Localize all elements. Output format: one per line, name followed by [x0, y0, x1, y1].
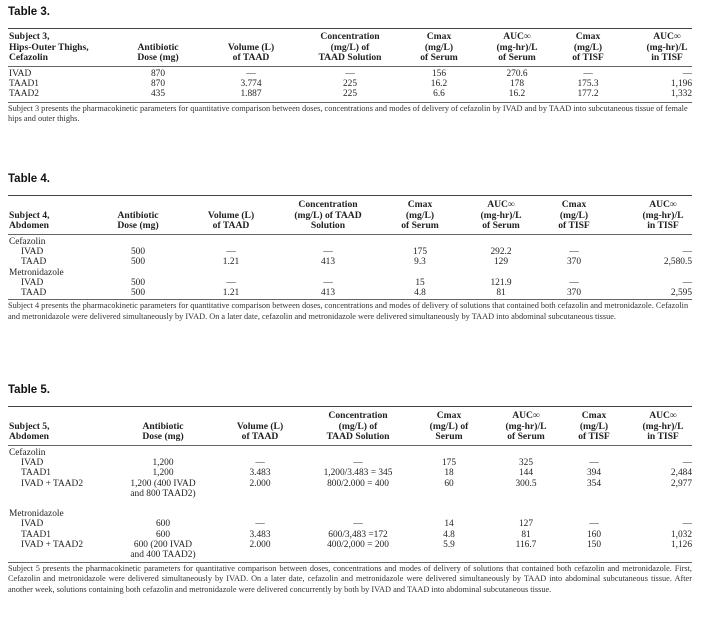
column-header-line: (mg/L) [424, 41, 454, 53]
cell-volume: 1.887 [240, 89, 262, 100]
column-header-auc-tisf [642, 411, 683, 443]
table-row [8, 69, 692, 79]
column-header-line: (mg-hr)/L [642, 420, 684, 432]
column-header-auc-serum [480, 200, 521, 232]
cell-subject: TAAD1 [21, 468, 51, 479]
column-header-cmax-tisf [558, 200, 590, 232]
cell-subject: TAAD [21, 287, 47, 298]
table-row [8, 509, 692, 519]
column-header-dose [137, 43, 178, 64]
column-header-line: of TAAD [212, 220, 250, 232]
column-header-line: Solution [310, 220, 346, 232]
column-header-subject [9, 211, 50, 232]
cell-auc-tisf: 1,126 [670, 539, 692, 550]
cell-auc-tisf: 1,032 [670, 529, 692, 540]
cell-volume: 2.000 [249, 478, 271, 489]
column-header-line: (mg/L) of TAAD [294, 209, 362, 221]
cell-cmax-serum: 4.8 [414, 287, 426, 298]
column-header-line: (mg-hr)/L [496, 41, 538, 53]
cell-dose: 870 [150, 79, 166, 90]
table-3-title: Table 3. [8, 6, 50, 18]
cell-volume: — [255, 458, 265, 469]
column-header-line: Dose (mg) [117, 220, 159, 232]
table-row [8, 468, 692, 478]
column-header-line: AUC∞ [503, 31, 531, 43]
column-header-line: Cmax [436, 410, 462, 422]
cell-subject: TAAD1 [9, 79, 39, 90]
cell-concentration: 225 [342, 79, 358, 90]
table-row [8, 257, 692, 267]
table-5-header [8, 407, 692, 445]
table-row [8, 530, 692, 540]
cell-cmax-tisf: 177.2 [577, 89, 599, 100]
cell-auc-serum: 116.7 [515, 539, 537, 550]
cell-auc-tisf: 2,977 [670, 478, 692, 489]
cell-concentration: 413 [320, 287, 336, 298]
table-row [8, 519, 692, 529]
cell-auc-serum: 325 [518, 458, 534, 469]
cell-cmax-tisf: 354 [586, 478, 602, 489]
table-row [8, 540, 692, 550]
cell-cmax-serum: 175 [441, 458, 457, 469]
column-header-line: Cmax [575, 31, 601, 43]
cell-volume: — [226, 247, 236, 258]
column-header-dose [142, 422, 183, 443]
table-row [8, 499, 692, 509]
cell-cmax-serum: 15 [415, 277, 425, 288]
cell-auc-tisf: — [682, 247, 692, 258]
cell-auc-serum: 81 [496, 287, 506, 298]
column-header-concentration [319, 32, 382, 64]
cell-cmax-serum: 4.8 [443, 529, 455, 540]
cell-dose: 600 (200 IVAD [133, 539, 193, 550]
cell-subject: Metronidazole [9, 267, 64, 278]
column-header-line: Hips-Outer Thighs, [9, 41, 89, 53]
column-header-line: of Serum [507, 431, 545, 443]
table-row [8, 278, 692, 288]
column-header-line: of TISF [572, 52, 604, 64]
cell-auc-serum: 300.5 [515, 478, 537, 489]
column-header-line: Volume (L) [207, 209, 255, 221]
column-header-volume [228, 43, 274, 64]
column-header-line: Abdomen [9, 220, 49, 232]
column-header-volume [237, 422, 283, 443]
cell-cmax-tisf: 370 [566, 287, 582, 298]
cell-subject: IVAD [21, 277, 44, 288]
cell-cmax-serum: 14 [444, 519, 454, 530]
column-header-subject [9, 32, 89, 64]
table-4-header [8, 196, 692, 234]
cell-dose: and 800 TAAD2) [130, 488, 196, 499]
cell-subject: TAAD1 [21, 529, 51, 540]
column-header-line: AUC∞ [649, 410, 677, 422]
table-row [8, 247, 692, 257]
cell-auc-tisf: — [682, 69, 692, 79]
cell-auc-tisf: 2,580.5 [663, 257, 692, 268]
column-header-line: AUC∞ [649, 199, 677, 211]
column-header-line: Antibiotic [117, 209, 159, 221]
cell-dose: 435 [150, 89, 166, 100]
cell-volume: — [255, 519, 265, 530]
cell-concentration: — [345, 69, 355, 79]
cell-cmax-tisf: 160 [586, 529, 602, 540]
cell-cmax-serum: 5.9 [443, 539, 455, 550]
table-4-note: Subject 4 presents the pharmacokinetic parameters for quantitative comparison between doses, concentrations and modes of delivery of solutions that contained both cefazolin and metronidazole. Cefazolin and metronidazole were delivered simultaneously by IVAD. On a later date, cefazolin and metronidazole were delivered simultaneously by TAAD into abdominal subcutaneous tissue. [8, 301, 689, 321]
column-header-line: Cmax [407, 199, 433, 211]
cell-volume: 1.21 [222, 287, 240, 298]
column-header-line: of Serum [482, 220, 520, 232]
cell-concentration: 600/3,483 =172 [328, 529, 388, 540]
table-4-rows [8, 235, 692, 298]
column-header-line: (mg/L) of [429, 420, 469, 432]
column-header-line: Volume (L) [227, 41, 275, 53]
table-5-rows [8, 446, 692, 560]
cell-subject: Cefazolin [9, 237, 46, 247]
cell-subject: TAAD2 [9, 89, 39, 100]
cell-cmax-tisf: 150 [586, 539, 602, 550]
column-header-line: of TISF [558, 220, 590, 232]
column-header-line: in TISF [647, 431, 679, 443]
column-header-volume [208, 211, 254, 232]
cell-auc-tisf: 2,595 [670, 287, 692, 298]
column-header-line: Dose (mg) [137, 52, 179, 64]
table-4-title: Table 4. [8, 173, 50, 185]
cell-dose: 500 [130, 247, 146, 258]
cell-auc-tisf: — [682, 277, 692, 288]
column-header-line: AUC∞ [487, 199, 515, 211]
table-3-rows [8, 67, 692, 100]
column-header-line: of TAAD [232, 52, 270, 64]
column-header-line: Serum [435, 431, 463, 443]
column-header-cmax-tisf [578, 411, 610, 443]
cell-volume: 3.774 [240, 79, 262, 90]
table-4 [8, 173, 692, 322]
cell-cmax-tisf: — [569, 247, 579, 258]
column-header-line: in TISF [647, 220, 679, 232]
table-row [8, 479, 692, 489]
column-header-auc-serum [496, 32, 537, 64]
cell-cmax-serum: 9.3 [414, 257, 426, 268]
column-header-line: (mg/L) [579, 420, 609, 432]
cell-subject: IVAD + TAAD2 [21, 539, 84, 550]
column-header-line: (mg/L) [573, 41, 603, 53]
table-row [8, 268, 692, 278]
cell-concentration: — [323, 247, 333, 258]
cell-subject: IVAD [9, 69, 32, 79]
column-header-dose [117, 211, 158, 232]
column-header-line: Subject 4, [9, 209, 50, 221]
cell-cmax-tisf: — [583, 69, 593, 79]
column-header-auc-tisf [642, 200, 683, 232]
cell-concentration: — [353, 519, 363, 530]
cell-subject: IVAD [21, 519, 44, 530]
column-header-line: Cmax [561, 199, 587, 211]
cell-auc-serum: 121.9 [490, 277, 512, 288]
cell-auc-tisf: 2,484 [670, 468, 692, 479]
column-header-line: (mg-hr)/L [505, 420, 547, 432]
cell-cmax-serum: 175 [412, 247, 428, 258]
cell-auc-serum: 270.6 [506, 69, 528, 79]
cell-dose: 1,200 (400 IVAD [130, 478, 196, 489]
column-header-line: in TISF [651, 52, 683, 64]
column-header-line: of TISF [578, 431, 610, 443]
cell-dose: 1,200 [152, 468, 174, 479]
column-header-auc-tisf [646, 32, 687, 64]
column-header-line: of Serum [420, 52, 458, 64]
cell-subject: IVAD + TAAD2 [21, 478, 84, 489]
column-header-line: (mg/L) [559, 209, 589, 221]
table-row [8, 489, 692, 499]
column-header-line: (mg/L) [405, 209, 435, 221]
cell-concentration: — [353, 458, 363, 469]
cell-auc-tisf: 1,332 [670, 89, 692, 100]
cell-auc-tisf: — [682, 519, 692, 530]
cell-concentration: 413 [320, 257, 336, 268]
cell-dose: 500 [130, 277, 146, 288]
cell-cmax-tisf: 175.3 [577, 79, 599, 90]
column-header-subject [9, 422, 50, 443]
table-5 [8, 384, 692, 595]
cell-auc-serum: 129 [493, 257, 509, 268]
cell-auc-serum: 127 [518, 519, 534, 530]
column-header-line: Abdomen [9, 431, 49, 443]
cell-subject: Metronidazole [9, 509, 64, 520]
cell-dose: and 400 TAAD2) [130, 549, 196, 560]
cell-dose: 500 [130, 287, 146, 298]
cell-volume: — [226, 277, 236, 288]
column-header-line: Dose (mg) [142, 431, 184, 443]
cell-cmax-tisf: — [569, 277, 579, 288]
cell-volume: 3.483 [249, 529, 271, 540]
column-header-line: (mg/L) of [330, 41, 370, 53]
column-header-line: Antibiotic [142, 420, 184, 432]
column-header-line: TAAD Solution [318, 52, 382, 64]
column-header-line: (mg-hr)/L [480, 209, 522, 221]
table-row [8, 458, 692, 468]
table-row [8, 89, 692, 99]
cell-volume: 2.000 [249, 539, 271, 550]
cell-dose: 600 [155, 529, 171, 540]
cell-concentration: 225 [342, 89, 358, 100]
cell-auc-serum: 144 [518, 468, 534, 479]
cell-cmax-tisf: 394 [586, 468, 602, 479]
cell-dose: 500 [130, 257, 146, 268]
table-5-note: Subject 5 presents the pharmacokinetic parameters for quantitative comparison between doses, concentrations and modes of delivery of solutions that contained both cefazolin and metronidazole. First, Cefazolin and metronidazole were delivered simultaneously by IVAD. On a later date, cefazolin and metronidazole were delivered simultaneously by TAAD into abdominal subcutaneous tissue. After another week, solutions containing both cefazolin and metronidazole were delivered concurrently by both by IVAD and TAAD into abdominal subcutaneous tissue. [8, 564, 692, 594]
column-header-line: Cmax [581, 410, 607, 422]
column-header-line: AUC∞ [512, 410, 540, 422]
column-header-line: of Serum [401, 220, 439, 232]
column-header-line: Antibiotic [137, 41, 179, 53]
cell-subject: IVAD [21, 458, 44, 469]
cell-cmax-tisf: 370 [566, 257, 582, 268]
cell-subject: IVAD [21, 247, 44, 258]
column-header-line: Concentration [298, 199, 358, 211]
table-row [8, 550, 692, 560]
column-header-line: Concentration [328, 410, 388, 422]
column-header-line: of TAAD [241, 431, 279, 443]
cell-cmax-serum: 60 [444, 478, 454, 489]
column-header-line: (mg-hr)/L [642, 209, 684, 221]
cell-auc-serum: 178 [509, 79, 525, 90]
cell-cmax-tisf: — [589, 458, 599, 469]
column-header-line: Concentration [320, 31, 380, 43]
cell-cmax-tisf: — [589, 519, 599, 530]
cell-cmax-serum: 18 [444, 468, 454, 479]
cell-auc-tisf: 1,196 [670, 79, 692, 90]
column-header-line: Subject 5, [9, 420, 50, 432]
column-header-line: Subject 3, [9, 31, 50, 43]
column-header-concentration [327, 411, 390, 443]
table-5-title: Table 5. [8, 384, 50, 396]
cell-concentration: 400/2,000 = 200 [327, 539, 389, 550]
table-row [8, 448, 692, 458]
table-3-header [8, 29, 692, 66]
column-header-auc-serum [505, 411, 546, 443]
column-header-line: Cmax [426, 31, 452, 43]
table-3 [8, 6, 692, 124]
cell-volume: — [246, 69, 256, 79]
column-header-line: (mg/L) of [338, 420, 378, 432]
column-header-line: Cefazolin [9, 52, 48, 64]
cell-dose: 600 [155, 519, 171, 530]
table-row [8, 79, 692, 89]
column-header-line: Volume (L) [236, 420, 284, 432]
cell-auc-serum: 16.2 [508, 89, 526, 100]
cell-auc-tisf: — [682, 458, 692, 469]
column-header-concentration [294, 200, 361, 232]
table-row [8, 237, 692, 247]
cell-cmax-serum: 6.6 [433, 89, 445, 100]
cell-auc-serum: 292.2 [490, 247, 512, 258]
column-header-line: AUC∞ [653, 31, 681, 43]
cell-cmax-serum: 156 [431, 69, 447, 79]
column-header-cmax-serum [430, 411, 469, 443]
column-header-line: TAAD Solution [326, 431, 390, 443]
cell-concentration: 1,200/3.483 = 345 [323, 468, 393, 479]
table-row [8, 288, 692, 298]
cell-subject: TAAD [21, 257, 47, 268]
column-header-line: of Serum [498, 52, 536, 64]
cell-dose: 1,200 [152, 458, 174, 469]
cell-dose: 870 [150, 69, 166, 79]
cell-volume: 1.21 [222, 257, 240, 268]
cell-cmax-serum: 16.2 [430, 79, 448, 90]
column-header-line: (mg-hr)/L [646, 41, 688, 53]
table-3-note: Subject 3 presents the pharmacokinetic parameters for quantitative comparison between doses, concentrations and modes of delivery of cefazolin by IVAD and by TAAD into subcutaneous tissue of female hips and outer thighs. [8, 103, 688, 123]
cell-concentration: — [323, 277, 333, 288]
column-header-cmax-tisf [572, 32, 604, 64]
cell-subject: Cefazolin [9, 448, 46, 458]
column-header-cmax-serum [401, 200, 439, 232]
cell-volume: 3.483 [249, 468, 271, 479]
column-header-cmax-serum [420, 32, 458, 64]
cell-auc-serum: 81 [521, 529, 531, 540]
cell-concentration: 800/2.000 = 400 [327, 478, 389, 489]
